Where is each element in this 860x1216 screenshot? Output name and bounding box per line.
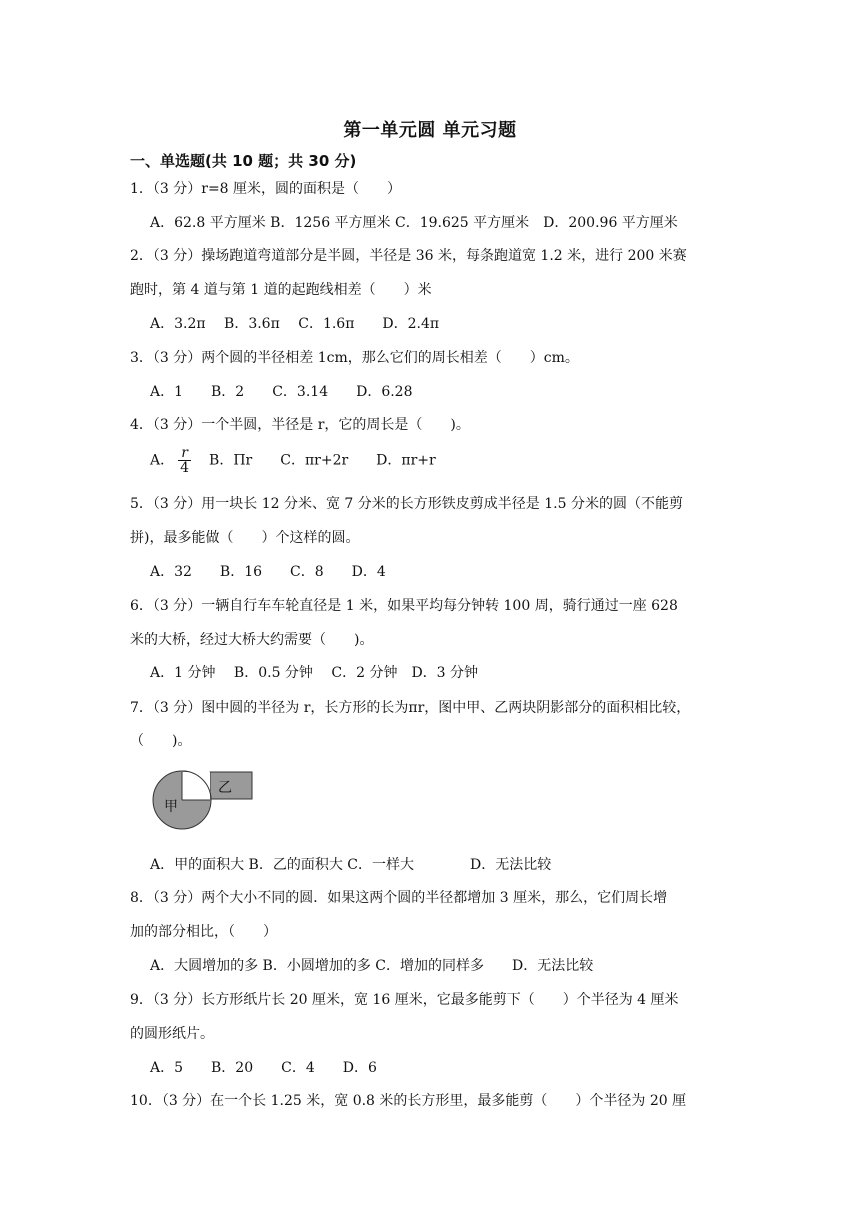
question-7-text-line1: 7．（3 分）图中圆的半径为 r，长方形的长为πr，图中甲、乙两块阴影部分的面积相比较， xyxy=(130,700,691,716)
question-8-text-line2: 加的部分相比，（ ） xyxy=(130,924,277,940)
question-10-text-line1: 10．（3 分）在一个长 1.25 米，宽 0.8 米的长方形里，最多能剪（ ）个半径为 20 厘 xyxy=(130,1093,687,1109)
question-8-options: A．大圆增加的多 B．小圆增加的多 C．增加的同样多 D．无法比较 xyxy=(150,958,594,974)
question-2-options: A．3.2π B．3.6π C．1.6π D．2.4π xyxy=(150,316,440,332)
question-3-text: 3．（3 分）两个圆的半径相差 1cm，那么它们的周长相差（ ）cm。 xyxy=(130,350,579,366)
fraction-denominator: 4 xyxy=(180,460,190,476)
question-1-options: A．62.8 平方厘米 B．1256 平方厘米 C．19.625 平方厘米 D．200.96 平方厘米 xyxy=(150,215,678,231)
question-5-text-line1: 5．（3 分）用一块长 12 分米、宽 7 分米的长方形铁皮剪成半径是 1.5 分米的圆（不能剪 xyxy=(130,496,683,512)
question-3-options: A．1 B．2 C．3.14 D．6.28 xyxy=(150,384,413,400)
question-8-text-line1: 8．（3 分）两个大小不同的圆．如果这两个圆的半径都增加 3 厘米，那么，它们周长增 xyxy=(130,890,668,906)
option-a-label: A． xyxy=(150,452,175,469)
fraction-r-over-4 xyxy=(178,446,191,475)
figure-label-jia: 甲 xyxy=(164,799,178,815)
circle-rectangle-figure xyxy=(150,764,260,836)
fraction-numerator: r xyxy=(178,446,191,461)
section-heading: 一、单选题(共 10 题；共 30 分) xyxy=(130,152,357,170)
page-title: 第一单元圆 单元习题 xyxy=(343,120,517,141)
question-6-text-line1: 6．（3 分）一辆自行车车轮直径是 1 米，如果平均每分钟转 100 周，骑行通过一座 628 xyxy=(130,598,678,614)
question-4-text: 4．（3 分）一个半圆，半径是 r，它的周长是（ )。 xyxy=(130,417,470,433)
question-9-text-line1: 9．（3 分）长方形纸片长 20 厘米，宽 16 厘米，它最多能剪下（ ）个半径为 4 厘米 xyxy=(130,992,679,1008)
question-6-options: A．1 分钟 B．0.5 分钟 C．2 分钟 D．3 分钟 xyxy=(150,665,479,681)
question-2-text-line2: 跑时，第 4 道与第 1 道的起跑线相差（ ）米 xyxy=(130,282,432,298)
question-2-text-line1: 2．（3 分）操场跑道弯道部分是半圆，半径是 36 米，每条跑道宽 1.2 米，进行 200 米赛 xyxy=(130,248,687,264)
question-9-options: A．5 B．20 C．4 D．6 xyxy=(150,1060,377,1076)
question-5-text-line2: 拼)，最多能做（ ）个这样的圆。 xyxy=(130,530,360,546)
figure-white-square xyxy=(182,772,210,800)
options-rest: B．Πr C．πr+2r D．πr+r xyxy=(195,452,436,469)
question-5-options: A．32 B．16 C．8 D．4 xyxy=(150,564,386,580)
question-1-text: 1．（3 分）r=8 厘米，圆的面积是（ ） xyxy=(130,181,402,197)
question-4-options xyxy=(150,446,436,475)
question-9-text-line2: 的圆形纸片。 xyxy=(130,1026,214,1042)
question-7-text-line2: （ )。 xyxy=(130,733,192,749)
question-6-text-line2: 米的大桥，经过大桥大约需要（ )。 xyxy=(130,632,374,648)
question-7-options: A．甲的面积大 B．乙的面积大 C．一样大 D．无法比较 xyxy=(150,857,552,873)
figure-label-yi: 乙 xyxy=(218,780,232,796)
